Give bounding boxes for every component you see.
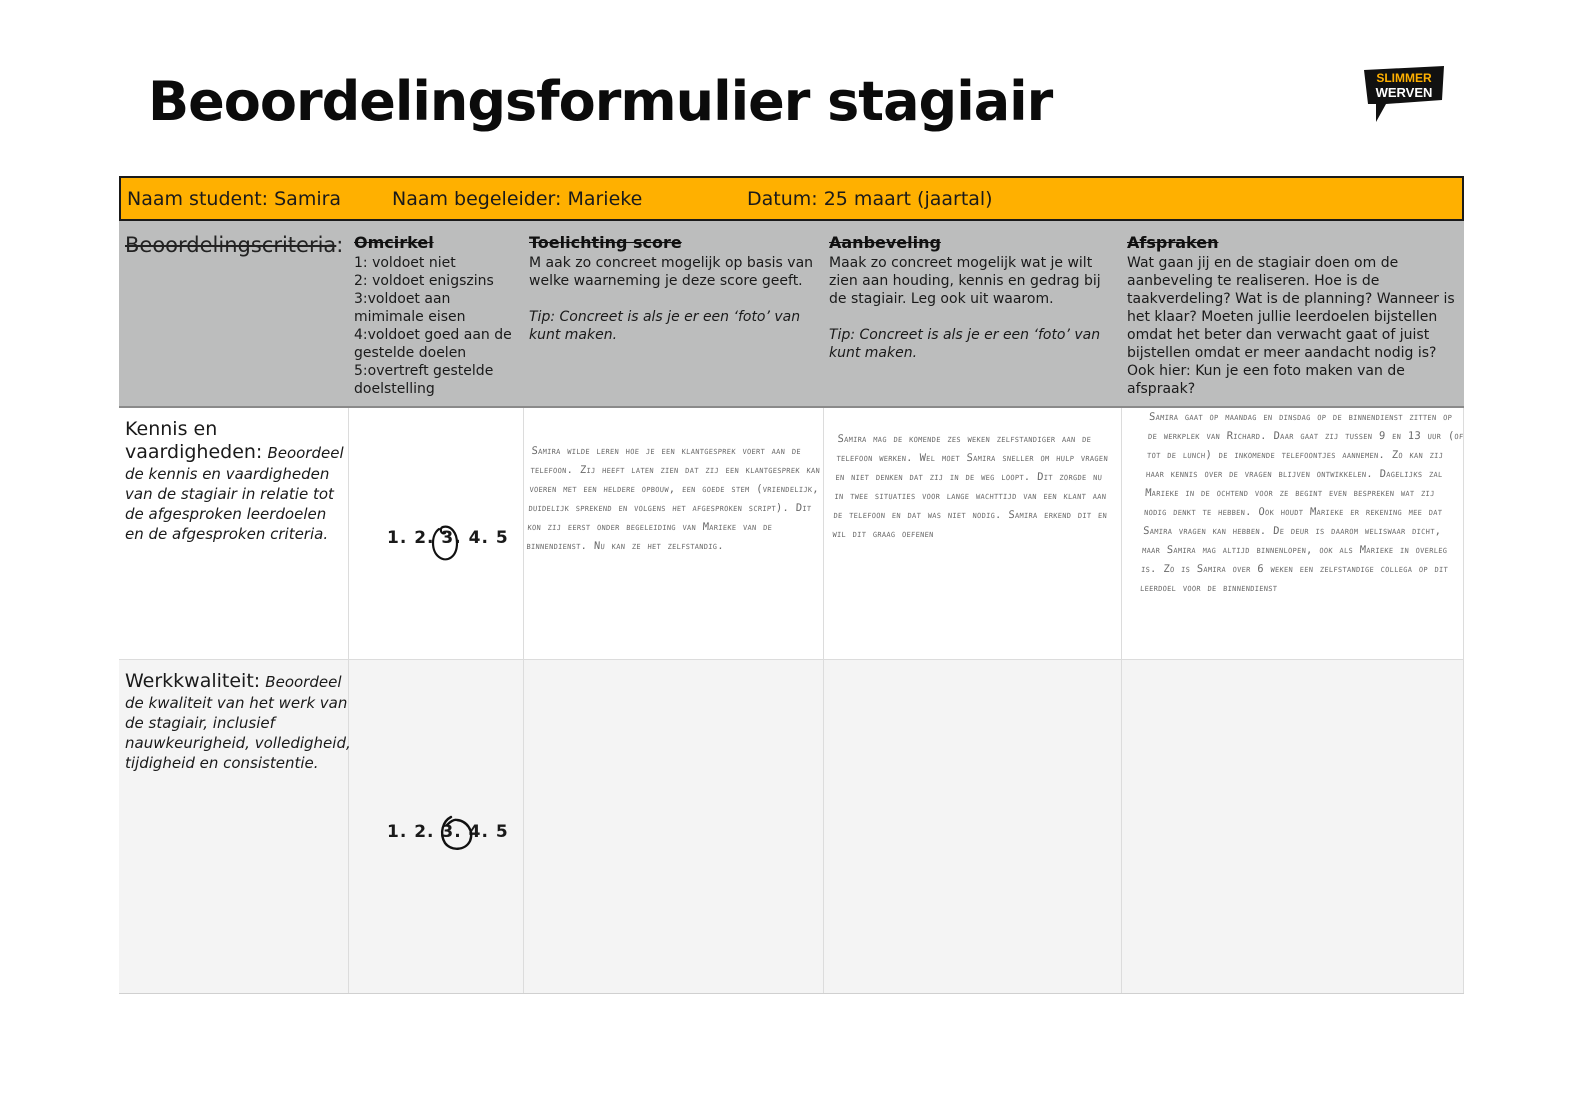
criterion-cell [125, 408, 345, 659]
toelichting-handwriting: Samira wilde leren hoe je een klantgesprek voert aan de telefoon. Zij heeft laten zien dat zij een klantgesprek kan voeren met een heldere opbouw, een goede stem (vriendelijk, duidelijk sprekend en volgens het afgesproken script). Dit kon zij eerst onder begeleiding van Marieke van de binnendienst. Nu kan ze het zelfstandig. [526, 445, 821, 552]
header-toelichting-title: Toelichting score [529, 233, 682, 252]
header-aanbeveling-tip: Tip: Concreet is als je er een ‘foto’ van kunt maken. [829, 327, 1101, 361]
header-afspraken-text: Wat gaan jij en de stagiair doen om de aanbeveling te realiseren. Hoe is de taakverdeling? Wat is de planning? Wanneer is het klaar? Moeten jullie leerdoelen bijstellen omdat het beter dan verwacht gaat of juist bijstellen omdat er meer aandacht nodig is? Ook hier: Kun je een foto maken van de afspraak? [1127, 255, 1455, 397]
criterion-cell [125, 660, 355, 993]
supervisor-name: Naam begeleider: Marieke [392, 188, 643, 210]
info-bar [119, 176, 1464, 221]
criterion-description: Beoordeel de kwaliteit van het werk van de stagiair, inclusief nauwkeurigheid, volledigheid, tijdigheid en consistentie. [125, 673, 351, 772]
logo-line1: SLIMMER [1376, 71, 1432, 85]
aanbeveling-handwriting: Samira mag de komende zes weken zelfstandiger aan de telefoon werken. Wel moet Samira sneller om hulp vragen en niet denken dat zij in de weg loopt. Dit zorgde nu in twee situaties voor lange wachttijd van een klant aan de telefoon en dat was niet nodig. Samira erkend dit en wil dit graag oefenen [832, 433, 1109, 540]
scale-line-5: 5:overtreft gestelde doelstelling [354, 363, 494, 397]
header-toelichting-text: M aak zo concreet mogelijk op basis van welke waarneming je deze score geeft. [529, 255, 814, 289]
aanbeveling-empty [826, 680, 1125, 1013]
header-aanbeveling-cell [829, 221, 1114, 406]
logo-line2: WERVEN [1375, 85, 1433, 100]
criteria-row-kennis [119, 408, 1464, 660]
header-criteria-label: Beoordelingscriteria [125, 233, 337, 257]
header-toelichting-tip: Tip: Concreet is als je er een ‘foto’ van kunt maken. [529, 309, 801, 343]
criterion-name: Werkkwaliteit: [125, 670, 261, 692]
toelichting-empty [520, 680, 827, 1013]
header-row [119, 221, 1464, 408]
criterion-description: Beoordeel de kennis en vaardigheden van de stagiair in relatie tot de afgesproken leerdoelen en de afgesproken criteria. [125, 444, 344, 543]
score-circle-mark [437, 813, 475, 853]
date-field: Datum: 25 maart (jaartal) [747, 188, 993, 210]
header-aanbeveling-text: Maak zo concreet mogelijk wat je wilt zien aan houding, kennis en gedrag bij de stagiair. Leg ook uit waarom. [829, 255, 1101, 307]
header-afspraken-cell [1127, 221, 1457, 406]
afspraken-handwriting: Samira gaat op maandag en dinsdag op de binnendienst zitten op de werkplek van Richard. Daar gaat zij tussen 9 en 13 uur (of tot de lunch) de inkomende telefoontjes aannemen. Zo kan zij haar kennis over de vragen blijven ontwikkelen. Dagelijks zal Marieke in de ochtend voor ze begint even bespreken wat zij nodig denkt te hebben. Ook houdt Marieke er rekening mee dat Samira vragen kan hebben. De deur is daarom weliswaar dicht, maar Samira mag altijd binnenlopen, ook als Marieke in overleg is. Zo is Samira over 6 weken een zelfstandige collega op dit leerdoel voor de binnendienst [1139, 411, 1464, 594]
scale-line-1: 1: voldoet niet [354, 255, 456, 271]
scale-line-2: 2: voldoet enigszins [354, 273, 494, 289]
score-options: 1. 2. 3. 4. 5 [387, 528, 509, 548]
score-circle-mark [427, 521, 463, 563]
score-options: 1. 2. 3. 4. 5 [387, 822, 509, 842]
header-criteria-colon: : [336, 233, 344, 257]
header-omcirkel-title: Omcirkel [354, 233, 434, 252]
afspraken-empty [1134, 680, 1467, 1013]
criterion-name: Kennis en vaardigheden: [125, 418, 263, 463]
slimmer-werven-logo [1362, 66, 1448, 126]
header-omcirkel-cell [354, 221, 524, 406]
scale-line-4: 4:voldoet goed aan de gestelde doelen [354, 327, 512, 361]
header-toelichting-cell [529, 221, 814, 406]
header-afspraken-title: Afspraken [1127, 233, 1219, 252]
criteria-row-werkkwaliteit [119, 660, 1464, 994]
page-title: Beoordelingsformulier stagiair [148, 70, 1053, 133]
header-criteria-cell [119, 221, 348, 406]
scale-line-3: 3:voldoet aan mimimale eisen [354, 291, 466, 325]
header-aanbeveling-title: Aanbeveling [829, 233, 941, 252]
student-name: Naam student: Samira [127, 188, 342, 210]
